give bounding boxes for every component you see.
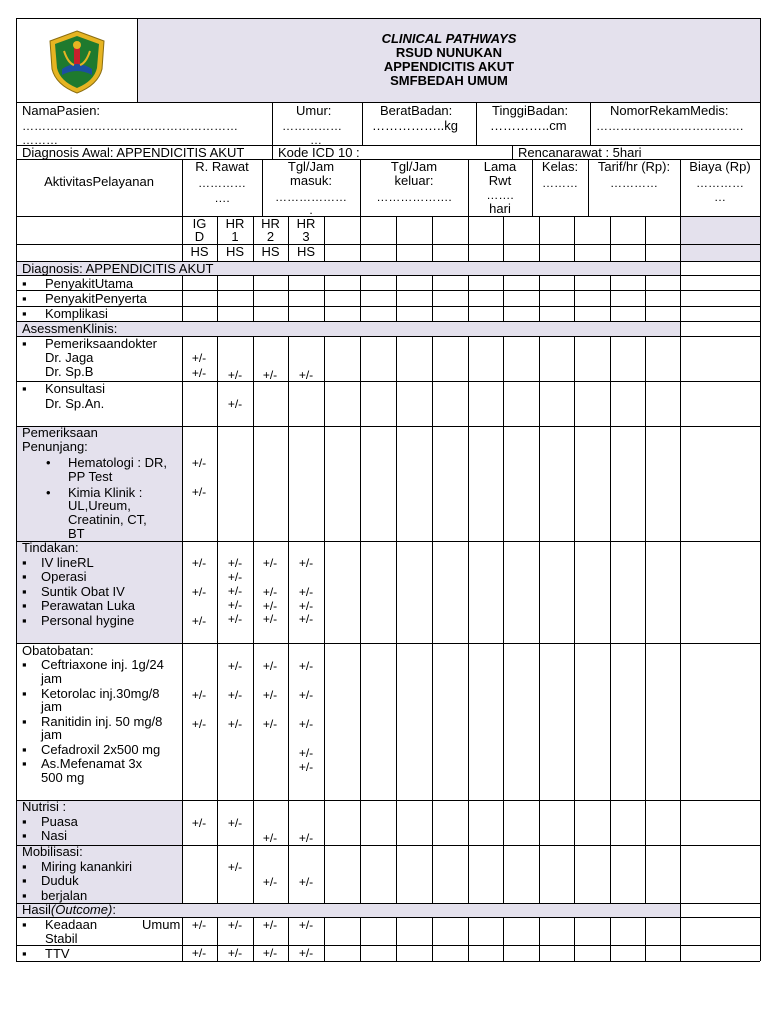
grid-line — [16, 306, 760, 307]
item-penyakit-utama: PenyakitUtama — [45, 276, 134, 291]
item-ketorolac-1: Ketorolac inj.30mg/8 — [41, 686, 160, 701]
weight-field[interactable]: ……………..kg — [372, 118, 458, 133]
plus-minus-mark: +/- — [191, 614, 207, 628]
outcome-section — [22, 903, 116, 917]
grid-line — [272, 102, 273, 145]
grid-line — [468, 275, 469, 321]
outcome-label: Hasil — [22, 902, 51, 917]
tariff-header: Tarif/hr (Rp): — [597, 159, 671, 174]
bullet: ▪ — [22, 306, 27, 321]
plus-minus-mark: +/- — [298, 875, 314, 889]
grid-line — [360, 275, 361, 321]
plus-minus-mark: +/- — [298, 760, 314, 774]
bullet: ▪ — [22, 917, 27, 932]
admit-header-2: masuk: — [290, 173, 332, 188]
plus-minus-mark: +/- — [227, 860, 243, 874]
grid-line — [362, 102, 363, 145]
item-berjalan: berjalan — [41, 888, 88, 903]
room-field-cont: …. — [214, 191, 230, 205]
bullet: ▪ — [22, 742, 27, 757]
grid-line — [253, 336, 254, 903]
age-field[interactable]: …………… — [282, 119, 342, 133]
icd-code-label: Kode ICD 10 : — [278, 145, 360, 160]
bullet: ▪ — [22, 381, 27, 396]
grid-line — [680, 336, 681, 903]
plus-minus-mark: +/- — [262, 368, 278, 382]
grid-line — [288, 275, 289, 321]
plus-minus-mark: +/- — [262, 659, 278, 673]
support-exam-section-2: Penunjang: — [22, 439, 88, 454]
item-mefenamat-2: 500 mg — [41, 770, 85, 785]
grid-line — [396, 917, 397, 961]
grid-line — [182, 275, 183, 321]
mobilisation-section: Mobilisasi: — [22, 844, 83, 859]
grid-line — [360, 336, 361, 903]
item-dr-spb: Dr. Sp.B — [45, 364, 94, 379]
grid-line — [680, 275, 681, 321]
plus-minus-mark: +/- — [262, 688, 278, 702]
patient-name-field[interactable]: ……………………………………………… — [22, 119, 238, 133]
item-mefenamat-1: As.Mefenamat 3x — [41, 756, 143, 771]
dot: • — [46, 485, 51, 500]
grid-line — [217, 917, 218, 961]
height-label: TinggiBadan: — [492, 103, 569, 118]
bullet: ▪ — [22, 569, 27, 584]
plus-minus-mark: +/- — [298, 556, 314, 570]
bullet: ▪ — [22, 828, 27, 843]
plus-minus-mark: +/- — [262, 875, 278, 889]
plus-minus-mark: +/- — [298, 599, 314, 613]
discharge-header-1: Tgl/Jam — [390, 159, 438, 174]
grid-line — [610, 917, 611, 961]
shaded-cell — [680, 216, 760, 261]
day-hr3-l1: HR — [296, 216, 316, 231]
plus-minus-mark: +/- — [191, 717, 207, 731]
grid-line — [574, 275, 575, 321]
class-field[interactable]: ……… — [542, 176, 578, 190]
grid-line — [324, 336, 325, 903]
plus-minus-mark: +/- — [227, 717, 243, 731]
grid-line — [288, 917, 289, 961]
item-kimia-1: Kimia Klinik : — [68, 485, 143, 500]
grid-line — [680, 321, 681, 336]
day-hr3-hs: HS — [296, 244, 316, 259]
room-header: R. Rawat — [195, 159, 249, 174]
grid-line — [253, 275, 254, 321]
care-plan-label: Rencanarawat : 5hari — [518, 145, 642, 160]
grid-line — [16, 945, 760, 946]
day-hr3-l2: 3 — [302, 229, 310, 244]
plus-minus-mark: +/- — [191, 918, 207, 932]
grid-line — [16, 244, 760, 245]
cost-field[interactable]: ………… — [696, 176, 744, 190]
disease-title: APPENDICITIS AKUT — [383, 59, 515, 74]
plus-minus-mark: +/- — [227, 612, 243, 626]
plus-minus-mark: +/- — [298, 831, 314, 845]
grid-line — [503, 336, 504, 903]
bullet: ▪ — [22, 686, 27, 701]
item-suntik: Suntik Obat IV — [41, 584, 125, 599]
plus-minus-mark: +/- — [227, 659, 243, 673]
item-nasi: Nasi — [41, 828, 68, 843]
outcome-colon: : — [112, 902, 116, 917]
plus-minus-mark: +/- — [191, 485, 207, 499]
day-hr2-l2: 2 — [266, 229, 275, 244]
plus-minus-mark: +/- — [262, 946, 278, 960]
bullet: ▪ — [22, 613, 27, 628]
plus-minus-mark: +/- — [191, 351, 207, 365]
grid-line — [16, 643, 760, 644]
plus-minus-mark: +/- — [227, 556, 243, 570]
grid-line — [680, 917, 681, 961]
bullet: ▪ — [22, 276, 27, 291]
medication-section: Obatobatan: — [22, 643, 94, 658]
grid-line — [680, 903, 681, 917]
item-miring: Miring kanankiri — [41, 859, 133, 874]
day-igd-hs: HS — [190, 244, 209, 259]
diagnosis-section: Diagnosis: APPENDICITIS AKUT — [22, 261, 214, 276]
grid-line — [539, 216, 540, 261]
grid-line — [360, 917, 361, 961]
grid-line — [324, 216, 325, 261]
plus-minus-mark: +/- — [262, 599, 278, 613]
plus-minus-mark: +/- — [262, 585, 278, 599]
day-igd-l1: IG — [192, 216, 207, 231]
day-igd-l2: D — [194, 229, 205, 244]
day-hr1-l1: HR — [225, 216, 245, 231]
plus-minus-mark: +/- — [227, 816, 243, 830]
record-number-field[interactable]: ………………………………. — [596, 119, 744, 133]
item-hematologi-2: PP Test — [68, 469, 113, 484]
bullet: ▪ — [22, 584, 27, 599]
item-keadaan-3: Stabil — [45, 931, 78, 946]
bullet: ▪ — [22, 873, 27, 888]
grid-line — [476, 102, 477, 145]
patient-name-label: NamaPasien: — [22, 103, 101, 118]
plus-minus-mark: +/- — [227, 397, 243, 411]
grid-line — [645, 336, 646, 903]
los-field[interactable]: ……. — [486, 188, 514, 202]
item-keadaan-1: Keadaan — [45, 917, 98, 932]
grid-line — [16, 961, 760, 962]
plus-minus-mark: +/- — [191, 946, 207, 960]
item-ceftriaxone-2: jam — [41, 671, 62, 686]
grid-line — [432, 336, 433, 903]
los-header-1: Lama — [483, 159, 517, 174]
grid-line — [468, 216, 469, 261]
plus-minus-mark: +/- — [191, 688, 207, 702]
grid-line — [16, 18, 17, 961]
grid-line — [182, 336, 183, 903]
item-ketorolac-2: jam — [41, 699, 62, 714]
grid-line — [16, 903, 760, 904]
item-ceftriaxone-1: Ceftriaxone inj. 1g/24 — [41, 657, 164, 672]
item-keadaan-2: Umum — [142, 917, 181, 932]
plus-minus-mark: +/- — [298, 585, 314, 599]
pathway-title: CLINICAL PATHWAYS — [381, 31, 517, 46]
grid-line — [432, 275, 433, 321]
plus-minus-mark: +/- — [298, 368, 314, 382]
crest-logo — [46, 29, 108, 95]
plus-minus-mark: +/- — [298, 612, 314, 626]
item-kimia-3: Creatinin, CT, — [68, 512, 147, 527]
nutrition-section: Nutrisi : — [22, 799, 67, 814]
item-komplikasi: Komplikasi — [45, 306, 108, 321]
grid-line — [468, 336, 469, 903]
tariff-field[interactable]: ………… — [610, 176, 658, 190]
discharge-field[interactable]: ………………. — [376, 190, 452, 204]
plus-minus-mark: +/- — [227, 584, 243, 598]
grid-line — [324, 917, 325, 961]
plus-minus-mark: +/- — [298, 746, 314, 760]
grid-line — [574, 917, 575, 961]
grid-line — [396, 336, 397, 903]
bullet: ▪ — [22, 336, 27, 351]
grid-line — [288, 336, 289, 903]
item-dr-span: Dr. Sp.An. — [45, 396, 105, 411]
plus-minus-mark: +/- — [298, 918, 314, 932]
day-hr2-hs: HS — [261, 244, 280, 259]
bullet: ▪ — [22, 598, 27, 613]
grid-line — [16, 917, 760, 918]
cost-header: Biaya (Rp) — [689, 159, 751, 174]
los-unit: hari — [489, 201, 511, 216]
bullet: ▪ — [22, 946, 27, 961]
item-kimia-2: UL,Ureum, — [68, 498, 131, 513]
plus-minus-mark: +/- — [227, 598, 243, 612]
item-hygine: Personal hygine — [41, 613, 135, 628]
admit-header-1: Tgl/Jam — [287, 159, 335, 174]
grid-line — [217, 275, 218, 321]
item-cefadroxil: Cefadroxil 2x500 mg — [41, 742, 161, 757]
item-pemeriksaan-dokter: Pemeriksaandokter — [45, 336, 157, 351]
item-konsultasi: Konsultasi — [45, 381, 105, 396]
assessment-section: AsessmenKlinis: — [22, 321, 118, 336]
grid-line — [16, 381, 760, 382]
grid-line — [324, 275, 325, 321]
plus-minus-mark: +/- — [191, 816, 207, 830]
plus-minus-mark: +/- — [227, 946, 243, 960]
grid-line — [539, 917, 540, 961]
admit-field-cont: . — [309, 203, 313, 217]
bullet: ▪ — [22, 814, 27, 829]
item-penyakit-penyerta: PenyakitPenyerta — [45, 291, 147, 306]
day-hr1-l2: 1 — [231, 229, 239, 244]
grid-line — [16, 541, 760, 542]
plus-minus-mark: +/- — [298, 946, 314, 960]
item-ranitidin-2: jam — [41, 727, 62, 742]
grid-line — [760, 18, 761, 961]
item-luka: Perawatan Luka — [41, 598, 135, 613]
item-kimia-4: BT — [68, 526, 85, 541]
grid-line — [16, 800, 760, 801]
plus-minus-mark: +/- — [262, 717, 278, 731]
class-header: Kelas: — [541, 159, 579, 174]
grid-line — [468, 917, 469, 961]
grid-line — [645, 275, 646, 321]
patient-name-field-cont: ……… — [22, 133, 58, 147]
dot: • — [46, 455, 51, 470]
plus-minus-mark: +/- — [262, 556, 278, 570]
grid-line — [680, 216, 681, 261]
grid-line — [610, 275, 611, 321]
grid-line — [590, 102, 591, 145]
activity-header: AktivitasPelayanan — [44, 174, 154, 189]
plus-minus-mark: +/- — [227, 688, 243, 702]
bullet: ▪ — [22, 555, 27, 570]
grid-line — [645, 917, 646, 961]
height-field[interactable]: …………..cm — [490, 118, 567, 133]
grid-line — [396, 275, 397, 321]
grid-line — [574, 336, 575, 903]
plus-minus-mark: +/- — [262, 612, 278, 626]
plus-minus-mark: +/- — [262, 831, 278, 845]
grid-line — [360, 216, 361, 261]
cost-field-cont: … — [714, 190, 726, 204]
grid-line — [610, 216, 611, 261]
plus-minus-mark: +/- — [227, 368, 243, 382]
item-duduk: Duduk — [41, 873, 79, 888]
weight-label: BeratBadan: — [380, 103, 453, 118]
bullet: ▪ — [22, 859, 27, 874]
age-field-cont: … — [310, 133, 322, 147]
grid-line — [574, 216, 575, 261]
plus-minus-mark: +/- — [227, 570, 243, 584]
grid-line — [503, 917, 504, 961]
plus-minus-mark: +/- — [298, 688, 314, 702]
hospital-name: RSUD NUNUKAN — [395, 45, 503, 60]
grid-line — [680, 261, 681, 275]
plus-minus-mark: +/- — [227, 918, 243, 932]
procedure-section: Tindakan: — [22, 540, 79, 555]
grid-line — [512, 145, 513, 159]
bullet: ▪ — [22, 291, 27, 306]
discharge-header-2: keluar: — [394, 173, 434, 188]
grid-line — [503, 216, 504, 261]
plus-minus-mark: +/- — [298, 717, 314, 731]
item-puasa: Puasa — [41, 814, 78, 829]
grid-line — [16, 321, 760, 322]
item-dr-jaga: Dr. Jaga — [45, 350, 94, 365]
day-hr1-hs: HS — [225, 244, 245, 259]
grid-line — [610, 336, 611, 903]
item-ttv: TTV — [45, 946, 70, 961]
plus-minus-mark: +/- — [191, 585, 207, 599]
record-number-label: NomorRekamMedis: — [610, 103, 729, 118]
grid-line — [645, 216, 646, 261]
grid-line — [272, 145, 273, 159]
plus-minus-mark: +/- — [191, 556, 207, 570]
grid-line — [432, 216, 433, 261]
room-field[interactable]: ………… — [198, 176, 246, 190]
bullet: ▪ — [22, 657, 27, 672]
grid-line — [539, 275, 540, 321]
item-iv: IV lineRL — [41, 555, 94, 570]
grid-line — [16, 426, 760, 427]
outcome-term: (Outcome) — [50, 902, 113, 917]
grid-line — [396, 216, 397, 261]
day-hr2-l1: HR — [261, 216, 280, 231]
grid-line — [253, 917, 254, 961]
bullet: ▪ — [22, 888, 27, 903]
item-ranitidin-1: Ranitidin inj. 50 mg/8 — [41, 714, 163, 729]
admit-field[interactable]: ……………… — [275, 190, 347, 204]
support-exam-section-1: Pemeriksaan — [22, 425, 98, 440]
grid-line — [503, 275, 504, 321]
grid-line — [539, 336, 540, 903]
item-hematologi-1: Hematologi : DR, — [68, 455, 167, 470]
plus-minus-mark: +/- — [298, 659, 314, 673]
age-label: Umur: — [296, 103, 332, 118]
plus-minus-mark: +/- — [191, 366, 207, 380]
plus-minus-mark: +/- — [191, 456, 207, 470]
grid-line — [16, 845, 760, 846]
grid-line — [217, 336, 218, 903]
grid-line — [182, 917, 183, 961]
plus-minus-mark: +/- — [262, 918, 278, 932]
grid-line — [432, 917, 433, 961]
initial-diagnosis: Diagnosis Awal: APPENDICITIS AKUT — [22, 145, 245, 160]
department-name: SMFBEDAH UMUM — [390, 73, 508, 88]
bullet: ▪ — [22, 714, 27, 729]
item-operasi: Operasi — [41, 569, 87, 584]
los-header-2: Rwt — [488, 173, 512, 188]
bullet: ▪ — [22, 756, 27, 771]
grid-line — [16, 216, 760, 217]
